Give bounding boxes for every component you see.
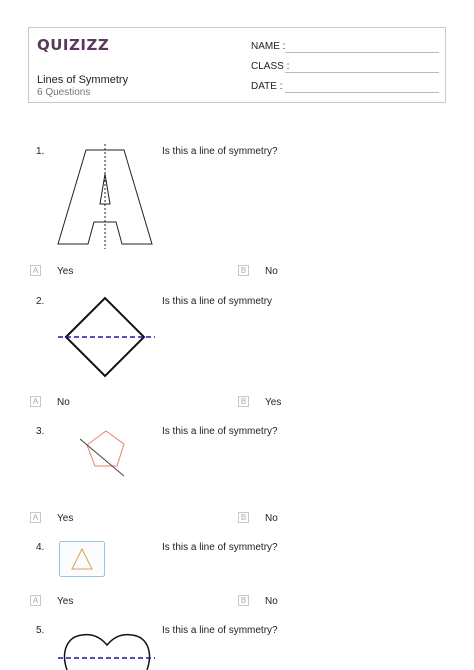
- option-b-box[interactable]: B: [238, 396, 249, 407]
- option-a-label[interactable]: Yes: [57, 596, 74, 607]
- pentagon-figure: [78, 428, 128, 478]
- option-a-box[interactable]: A: [30, 512, 41, 523]
- option-a-box[interactable]: A: [30, 265, 41, 276]
- name-field: NAME :: [251, 41, 439, 55]
- worksheet-header: [28, 27, 446, 103]
- option-a-label[interactable]: Yes: [57, 513, 74, 524]
- option-b-box[interactable]: B: [238, 595, 249, 606]
- question-text: Is this a line of symmetry?: [162, 542, 278, 553]
- option-a-box[interactable]: A: [30, 396, 41, 407]
- question-text: Is this a line of symmetry?: [162, 625, 278, 636]
- class-field: CLASS :: [251, 61, 439, 75]
- question-text: Is this a line of symmetry: [162, 296, 273, 307]
- letter-a-figure: [56, 148, 156, 250]
- option-b-label[interactable]: Yes: [265, 397, 282, 408]
- question-text: Is this a line of symmetry?: [162, 426, 278, 437]
- diamond-figure: [58, 297, 156, 377]
- question-text: Is this a line of symmetry?: [162, 146, 278, 157]
- worksheet-title: Lines of Symmetry: [37, 74, 129, 86]
- date-field: DATE :: [251, 81, 439, 95]
- quizizz-logo: QUIZIZZ: [37, 36, 110, 54]
- heart-figure: [58, 633, 156, 670]
- option-b-label[interactable]: No: [265, 513, 278, 524]
- option-a-label[interactable]: No: [57, 397, 70, 408]
- option-b-box[interactable]: B: [238, 265, 249, 276]
- option-a-box[interactable]: A: [30, 595, 41, 606]
- option-a-label[interactable]: Yes: [57, 266, 74, 277]
- triangle-card-figure: [59, 541, 105, 577]
- question-number: 1.: [36, 146, 45, 157]
- question-number: 3.: [36, 426, 45, 437]
- option-b-label[interactable]: No: [265, 266, 278, 277]
- question-number: 5.: [36, 625, 45, 636]
- question-number: 2.: [36, 296, 45, 307]
- option-b-box[interactable]: B: [238, 512, 249, 523]
- option-b-label[interactable]: No: [265, 596, 278, 607]
- question-number: 4.: [36, 542, 45, 553]
- worksheet-question-count: 6 Questions: [37, 87, 91, 98]
